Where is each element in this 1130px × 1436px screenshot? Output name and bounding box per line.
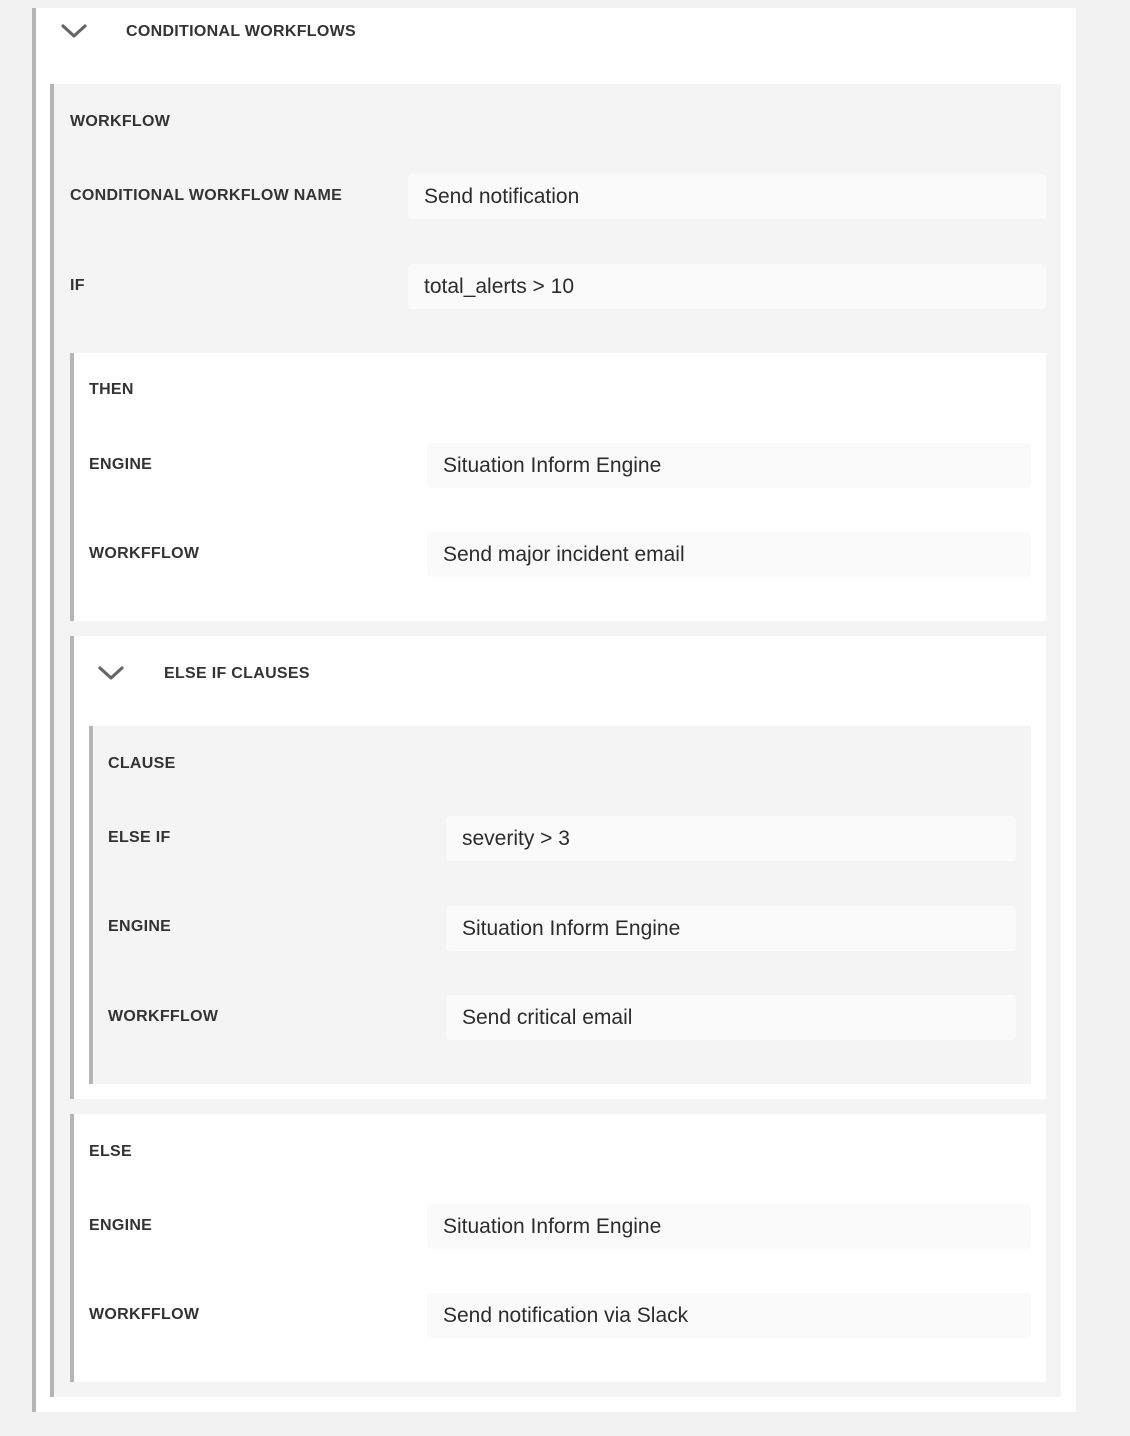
clause-engine-label: ENGINE xyxy=(108,918,172,935)
then-workflow-field[interactable]: Send major incident email xyxy=(427,532,1031,577)
chevron-down-icon xyxy=(60,20,88,42)
else-if-label: ELSE IF xyxy=(108,829,171,846)
else-if-clauses-collapse-toggle[interactable] xyxy=(97,662,125,684)
workflow-name-field[interactable]: Send notification xyxy=(408,174,1046,219)
clause-heading: CLAUSE xyxy=(108,755,176,772)
if-condition-field[interactable]: total_alerts > 10 xyxy=(408,264,1046,309)
workflow-name-label: CONDITIONAL WORKFLOW NAME xyxy=(70,187,343,204)
then-engine-label: ENGINE xyxy=(89,456,153,473)
else-heading: ELSE xyxy=(89,1143,132,1160)
else-workflow-field[interactable]: Send notification via Slack xyxy=(427,1293,1031,1338)
conditional-workflows-title: CONDITIONAL WORKFLOWS xyxy=(126,23,356,40)
clause-engine-field[interactable]: Situation Inform Engine xyxy=(446,906,1016,951)
then-heading: THEN xyxy=(89,381,134,398)
else-engine-field[interactable]: Situation Inform Engine xyxy=(427,1204,1031,1249)
conditional-workflows-collapse-toggle[interactable] xyxy=(60,20,88,42)
if-label: IF xyxy=(70,277,85,294)
else-workflow-label: WORKFFLOW xyxy=(89,1306,200,1323)
clause-workflow-field[interactable]: Send critical email xyxy=(446,995,1016,1040)
chevron-down-icon xyxy=(97,662,125,684)
clause-workflow-label: WORKFFLOW xyxy=(108,1008,219,1025)
else-if-condition-field[interactable]: severity > 3 xyxy=(446,816,1016,861)
workflow-heading: WORKFLOW xyxy=(70,113,171,130)
then-workflow-label: WORKFFLOW xyxy=(89,545,200,562)
else-engine-label: ENGINE xyxy=(89,1217,153,1234)
else-if-clauses-title: ELSE IF CLAUSES xyxy=(164,665,310,682)
then-engine-field[interactable]: Situation Inform Engine xyxy=(427,443,1031,488)
